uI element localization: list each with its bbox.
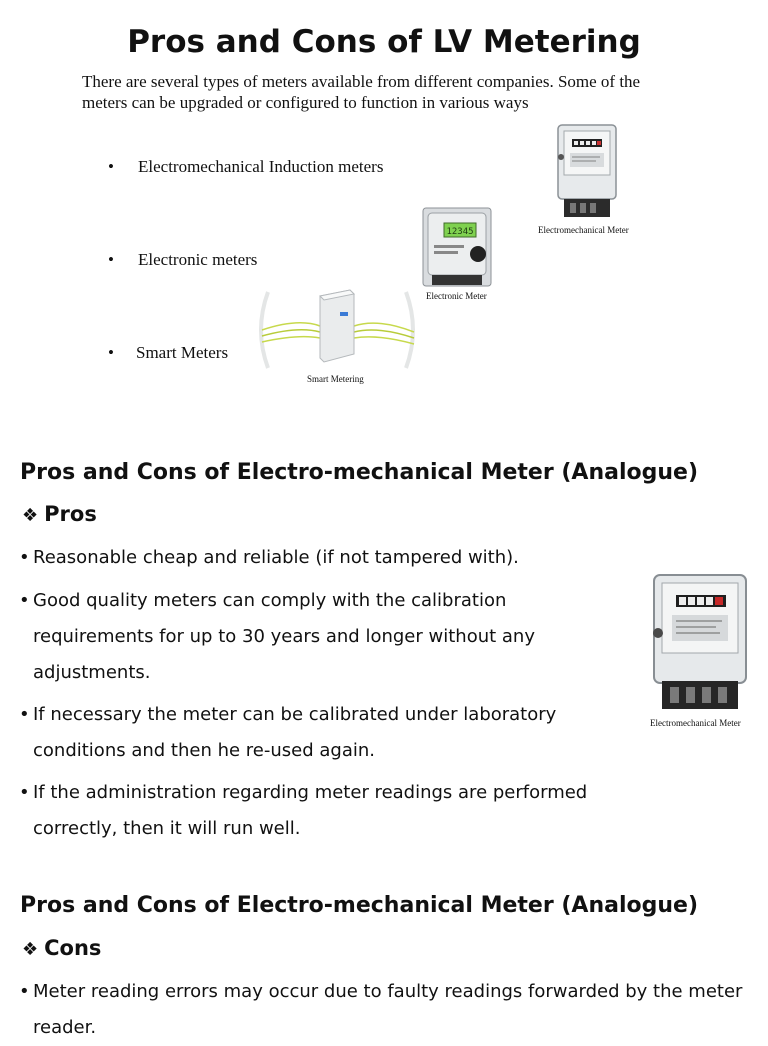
list-item-text: Good quality meters can comply with the calibration requirements for up to 30 years and longer without any adjustments.: [33, 590, 535, 683]
diamond-bullet-icon: ❖: [22, 939, 39, 960]
section-subheading: [22, 936, 101, 960]
bullet-icon: •: [19, 704, 30, 725]
electronic-meter-caption: Electronic Meter: [426, 291, 487, 301]
electromechanical-meter-caption: Electromechanical Meter: [650, 718, 741, 728]
list-item-text: Meter reading errors may occur due to faulty readings forwarded by the meter reader.: [33, 981, 743, 1038]
electronic-meter-display: 12345: [446, 227, 474, 237]
smart-meter-image: [258, 282, 416, 378]
bullet-icon: •: [19, 782, 30, 803]
bullet-icon: •: [108, 157, 114, 176]
list-item-text: Reasonable cheap and reliable (if not tampered with).: [33, 547, 519, 568]
subheading-label: Cons: [44, 936, 102, 960]
electromechanical-meter-image: [556, 123, 620, 221]
section-subheading: [22, 502, 97, 526]
bullet-icon: •: [108, 343, 114, 362]
list-item: [19, 583, 599, 691]
bullet-icon: •: [19, 981, 30, 1002]
intro-paragraph: There are several types of meters available from different companies. Some of the meters can be upgraded or configured to function in various ways: [82, 72, 641, 112]
meter-type-label: Electromechanical Induction meters: [138, 157, 384, 176]
meter-type-label: Electronic meters: [138, 250, 258, 269]
meter-type-label: Smart Meters: [136, 343, 229, 362]
list-item: [19, 540, 639, 576]
subheading-label: Pros: [44, 502, 97, 526]
section-heading: Pros and Cons of Electro-mechanical Meter (Analogue): [20, 893, 698, 918]
electromechanical-meter-image: [650, 573, 750, 713]
page-title: Pros and Cons of LV Metering: [127, 24, 641, 60]
list-item: [19, 697, 619, 769]
smart-meter-caption: Smart Metering: [307, 374, 364, 384]
electronic-meter-image: [422, 207, 492, 287]
electromechanical-meter-caption: Electromechanical Meter: [538, 225, 629, 235]
list-item: [19, 974, 749, 1046]
bullet-icon: •: [19, 590, 30, 611]
list-item: [19, 775, 639, 847]
list-item-text: If necessary the meter can be calibrated under laboratory conditions and then he re-used again.: [33, 704, 557, 761]
section-heading: Pros and Cons of Electro-mechanical Meter (Analogue): [20, 460, 698, 485]
bullet-icon: •: [19, 547, 30, 568]
bullet-icon: •: [108, 250, 114, 269]
list-item-text: If the administration regarding meter readings are performed correctly, then it will run well.: [33, 782, 588, 839]
diamond-bullet-icon: ❖: [22, 505, 39, 526]
